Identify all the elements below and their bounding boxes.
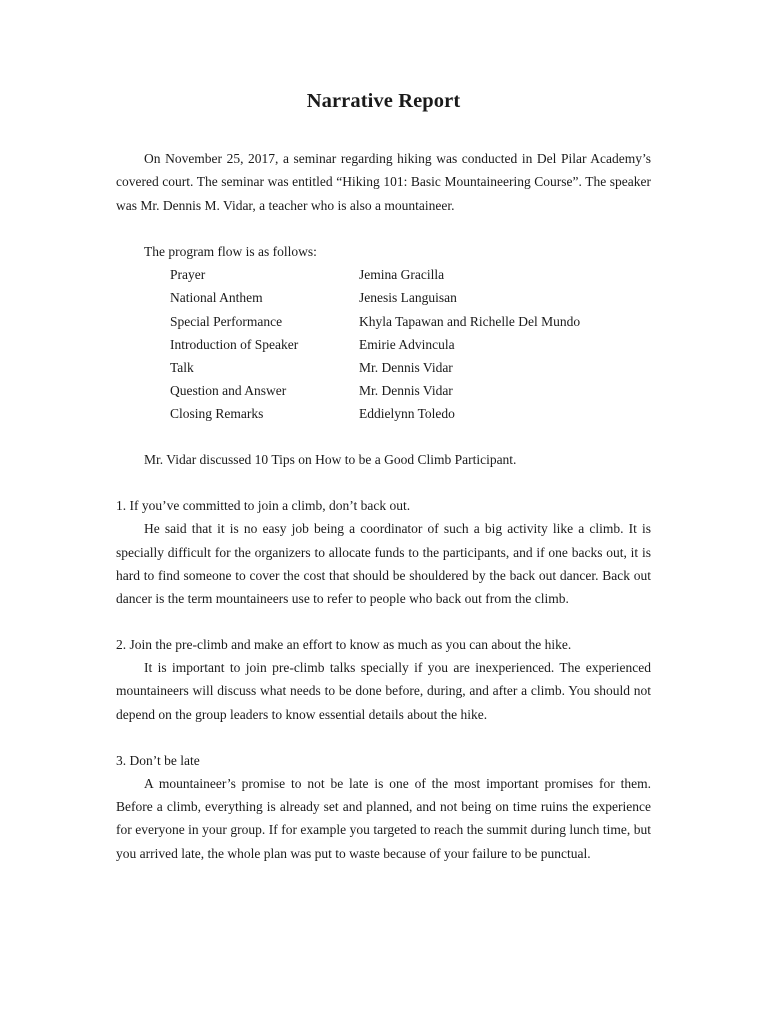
program-flow-row xyxy=(170,402,651,425)
program-part: Introduction of Speaker xyxy=(170,336,299,352)
program-flow-row xyxy=(170,356,651,379)
document-title: Narrative Report xyxy=(306,90,461,112)
program-person: Jemina Gracilla xyxy=(359,267,445,283)
program-flow-lead: The program flow is as follows: xyxy=(144,243,317,259)
program-part: Question and Answer xyxy=(170,383,287,399)
program-part: Closing Remarks xyxy=(170,406,264,422)
program-person: Khyla Tapawan and Richelle Del Mundo xyxy=(359,313,581,329)
program-flow-row xyxy=(170,286,651,309)
program-person: Emirie Advincula xyxy=(359,336,455,352)
program-person: Mr. Dennis Vidar xyxy=(359,383,453,399)
program-flow-row xyxy=(170,263,651,286)
program-flow-row xyxy=(170,333,651,356)
program-flow-table xyxy=(170,263,651,425)
intro-paragraph: On November 25, 2017, a seminar regarding hiking was conducted in Del Pilar Academy’s covered court. The seminar was entitled “Hiking 101: Basic Mountaineering Course”. The speaker was Mr. Dennis M. Vidar, a teacher who is also a mountaineer. xyxy=(116,151,651,213)
tip-heading: 1. If you’ve committed to join a climb, don’t back out. xyxy=(116,497,411,513)
tip-body: It is important to join pre-climb talks specially if you are inexperienced. The experienced mountaineers will discuss what needs to be done before, during, and after a climb. You should not depend on the group leaders to know essential details about the hike. xyxy=(116,660,651,722)
program-person: Jenesis Languisan xyxy=(359,290,457,306)
program-part: Special Performance xyxy=(170,313,283,329)
program-flow-row xyxy=(170,379,651,402)
program-part: Talk xyxy=(170,360,194,375)
tips-intro: Mr. Vidar discussed 10 Tips on How to be a Good Climb Participant. xyxy=(144,452,517,468)
tip-body: He said that it is no easy job being a coordinator of such a big activity like a climb. It is specially difficult for the organizers to allocate funds to the participants, and if one backs out, it is hard to find someone to cover the cost that should be shouldered by the back out dancer. Back out dancer is the term mountaineers use to refer to people who back out from the climb. xyxy=(116,521,651,607)
program-person: Mr. Dennis Vidar xyxy=(359,360,453,375)
program-flow-row xyxy=(170,310,651,333)
tip-heading: 3. Don’t be late xyxy=(116,752,200,768)
program-part: National Anthem xyxy=(170,290,263,306)
document-page xyxy=(116,86,651,865)
program-person: Eddielynn Toledo xyxy=(359,406,455,422)
program-part: Prayer xyxy=(170,267,206,283)
tip-body: A mountaineer’s promise to not be late is one of the most important promises for them. Before a climb, everything is already set and planned, and not being on time ruins the experience for everyone in your group. If for example you targeted to reach the summit during lunch time, but you arrived late, the whole plan was put to waste because of your failure to be punctual. xyxy=(116,775,651,861)
tip-heading: 2. Join the pre-climb and make an effort to know as much as you can about the hike. xyxy=(116,636,572,652)
